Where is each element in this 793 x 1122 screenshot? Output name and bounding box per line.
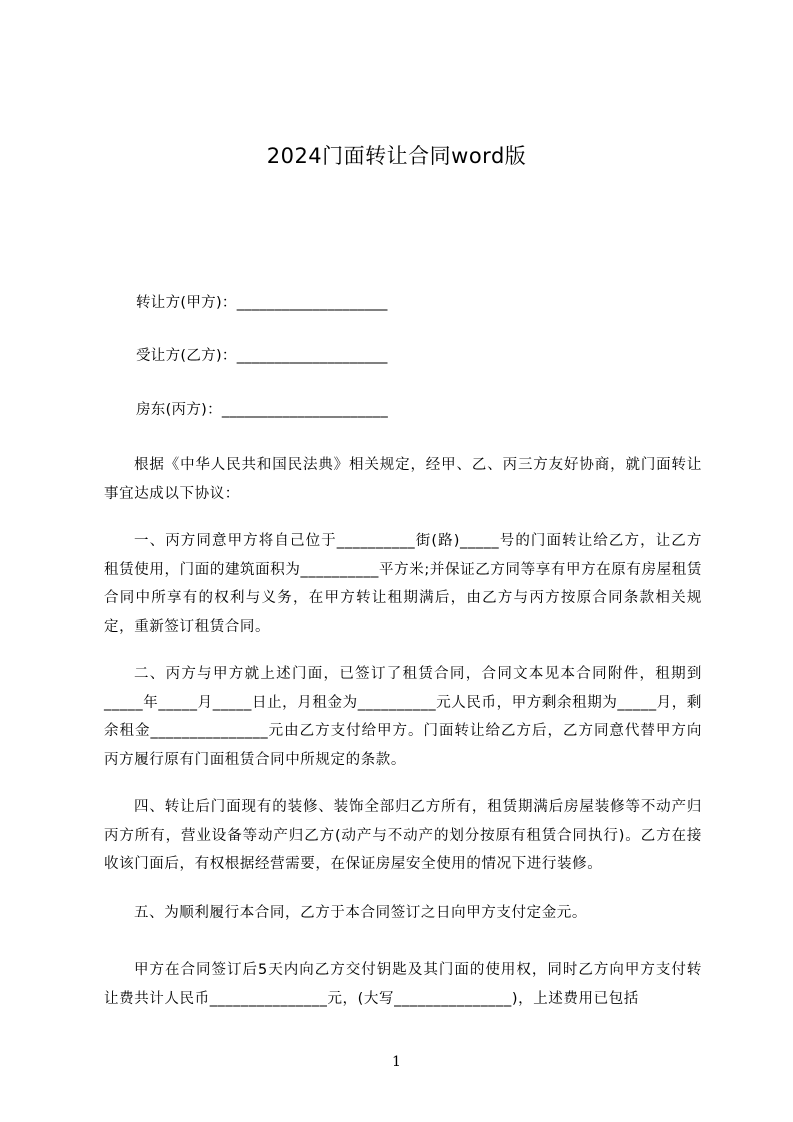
party-transferee-line: 受让方(乙方)：____________________ (136, 348, 388, 364)
paragraph-clause-2: 二、丙方与甲方就上述门面，已签订了租赁合同，合同文本见本合同附件，租期到_____年_____月_____日止，月租金为__________元人民币，甲方剩余租期为_____月，剩余租金_______________元由乙方支付给甲方。门面转让给乙方后，乙方同意代替甲方向丙方履行原有门面租赁合同中所规定的条款。 (104, 666, 702, 768)
page-title: 2024门面转让合同word版 (266, 144, 527, 168)
page-number: 1 (392, 1054, 401, 1070)
paragraph-handover: 甲方在合同签订后5天内向乙方交付钥匙及其门面的使用权，同时乙方向甲方支付转让费共计人民币_______________元，(大写_______________)，上述费用已包括 (104, 962, 702, 1007)
paragraph-clause-4: 四、转让后门面现有的装修、装饰全部归乙方所有，租赁期满后房屋装修等不动产归丙方所有，营业设备等动产归乙方(动产与不动产的划分按原有租赁合同执行)。乙方在接收该门面后，有权根据经营需要，在保证房屋安全使用的情况下进行装修。 (104, 799, 702, 872)
paragraph-clause-1: 一、丙方同意甲方将自己位于__________街(路)_____号的门面转让给乙方，让乙方租赁使用，门面的建筑面积为__________平方米;并保证乙方同等享有甲方在原有房屋租赁合同中所享有的权利与义务，在甲方转让租期满后，由乙方与丙方按原合同条款相关规定，重新签订租赁合同。 (104, 533, 702, 635)
paragraph-clause-5: 五、为顺利履行本合同，乙方于本合同签订之日向甲方支付定金元。 (134, 905, 587, 921)
paragraph-preamble: 根据《中华人民共和国民法典》相关规定，经甲、乙、丙三方友好协商，就门面转让事宜达成以下协议： (104, 457, 702, 502)
party-transferor-line: 转让方(甲方)：____________________ (136, 295, 388, 311)
party-landlord-line: 房东(丙方)：______________________ (136, 402, 389, 418)
